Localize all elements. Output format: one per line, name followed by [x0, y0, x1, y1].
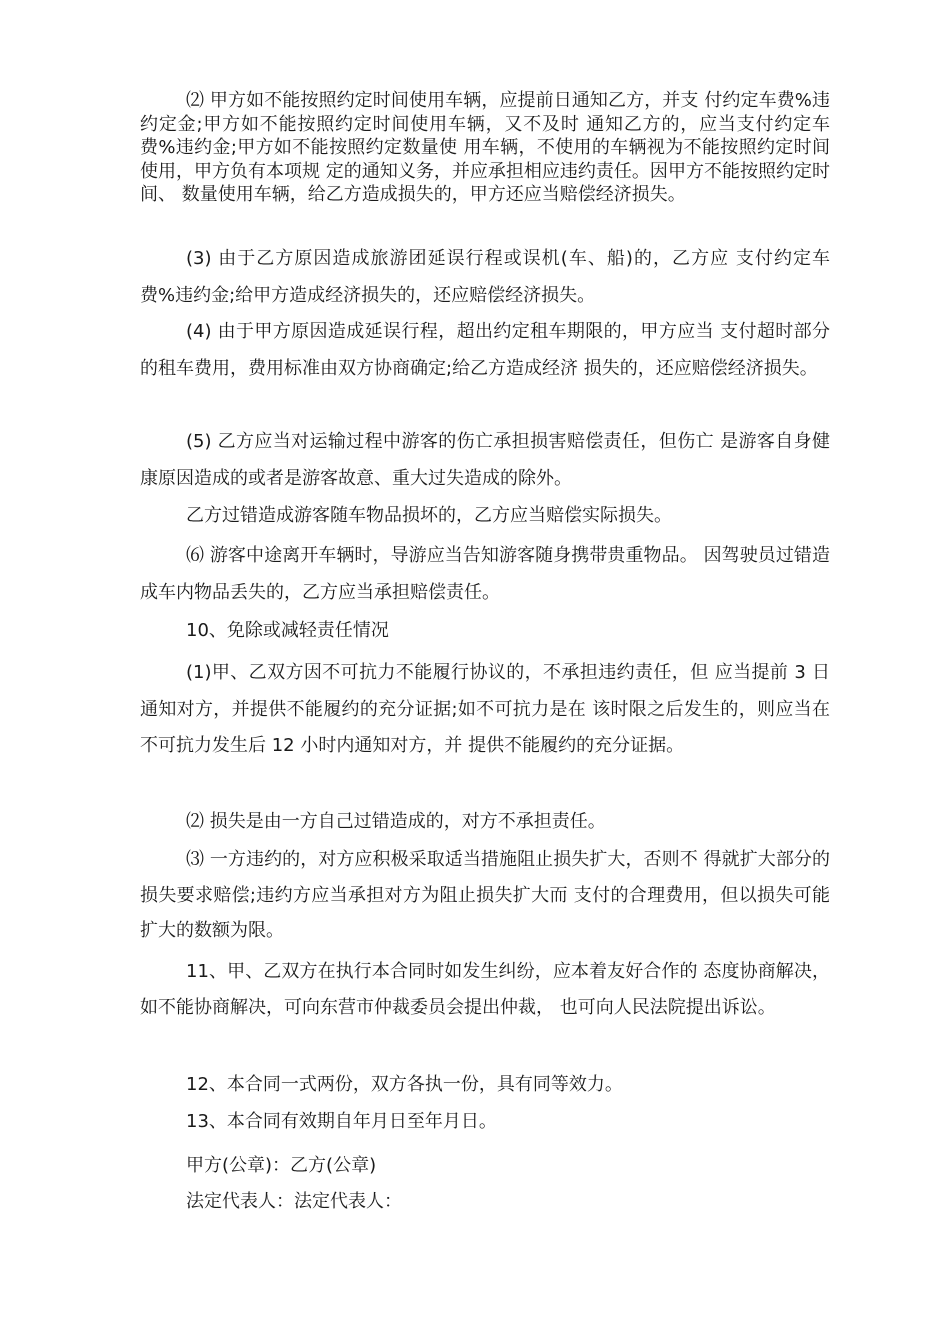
section-12-paragraph: 12、本合同一式两份，双方各执一份，具有同等效力。 — [186, 1074, 623, 1095]
clause-paragraph-6: ⑹ 游客中途离开车辆时，导游应当告知游客随身携带贵重物品。 因驾驶员过错造成车内物品丢失的，乙方应当承担赔偿责任。 — [140, 545, 830, 603]
clause-paragraph-5-extra: 乙方过错造成游客随车物品损坏的，乙方应当赔偿实际损失。 — [186, 505, 672, 526]
section-11-paragraph: 11、甲、乙双方在执行本合同时如发生纠纷，应本着友好合作的 态度协商解决，如不能协商解决，可向东营市仲裁委员会提出仲裁， 也可向人民法院提出诉讼。 — [140, 961, 830, 1018]
clause-10-paragraph-2: ⑵ 损失是由一方自己过错造成的，对方不承担责任。 — [186, 811, 606, 832]
clause-10-paragraph-1: (1)甲、乙双方因不可抗力不能履行协议的，不承担违约责任，但 应当提前 3 日通知对方，并提供不能履约的充分证据;如不可抗力是在 该时限之后发生的，则应当在不可抗力发生后 12 小时内通知对方，并 提供不能履约的充分证据。 — [140, 662, 830, 756]
clause-paragraph-4: (4) 由于甲方原因造成延误行程，超出约定租车期限的，甲方应当 支付超时部分的租车费用，费用标准由双方协商确定;给乙方造成经济 损失的，还应赔偿经济损失。 — [140, 321, 830, 379]
signature-party-line: 甲方(公章)：乙方(公章) — [186, 1155, 377, 1176]
section-13-paragraph: 13、本合同有效期自年月日至年月日。 — [186, 1111, 497, 1132]
signature-representative-line: 法定代表人：法定代表人： — [186, 1191, 402, 1212]
clause-10-paragraph-3: ⑶ 一方违约的，对方应积极采取适当措施阻止损失扩大，否则不 得就扩大部分的损失要求赔偿;违约方应当承担对方为阻止损失扩大而 支付的合理费用，但以损失可能扩大的数额为限。 — [140, 849, 830, 941]
clause-paragraph-3: (3) 由于乙方原因造成旅游团延误行程或误机(车、船)的，乙方应 支付约定车费%违约金;给甲方造成经济损失的，还应赔偿经济损失。 — [140, 248, 830, 306]
clause-paragraph-2: ⑵ 甲方如不能按照约定时间使用车辆，应提前日通知乙方，并支 付约定车费%违约定金;甲方如不能按照约定时间使用车辆，又不及时 通知乙方的，应当支付约定车费%违约金;甲方如不能按照约定数量使 用车辆，不使用的车辆视为不能按照约定时间使用，甲方负有本项规 定的通知义务，并应承担相应违约责任。因甲方不能按照约定时间、 数量使用车辆，给乙方造成损失的，甲方还应当赔偿经济损失。 — [140, 90, 830, 205]
clause-paragraph-5: (5) 乙方应当对运输过程中游客的伤亡承担损害赔偿责任，但伤亡 是游客自身健康原因造成的或者是游客故意、重大过失造成的除外。 — [140, 431, 830, 489]
section-heading-10: 10、免除或减轻责任情况 — [186, 620, 389, 641]
